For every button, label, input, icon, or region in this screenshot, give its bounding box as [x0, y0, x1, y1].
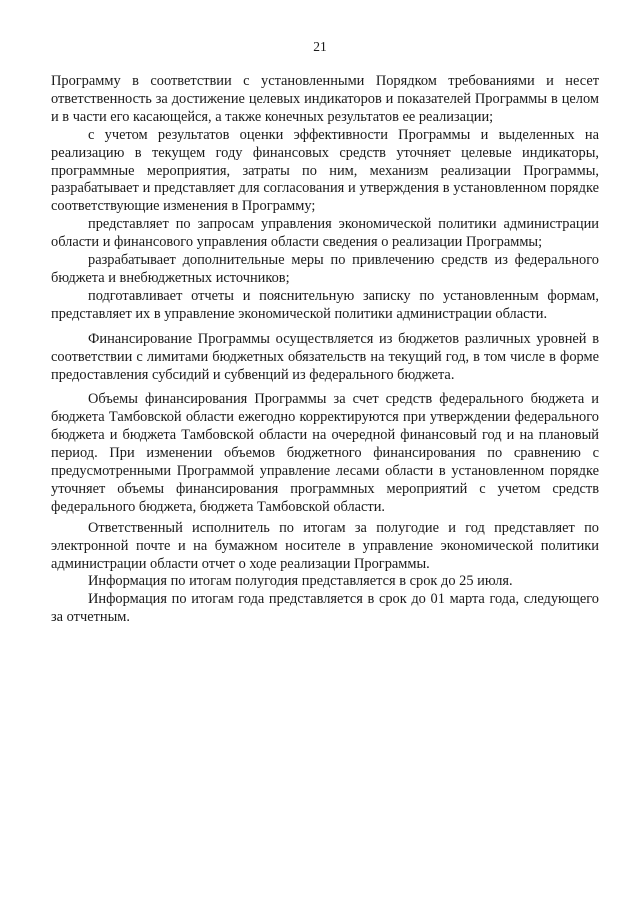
document-body: [51, 73, 599, 627]
paragraph-3: представляет по запросам управления экономической политики администрации области и финансового управления области сведения о реализации Программы;: [51, 216, 599, 251]
paragraph-6: Финансирование Программы осуществляется из бюджетов различных уровней в соответствии с лимитами бюджетных обязательств на текущий год, в том числе в форме предоставления субсидий и субвенций из федерального бюджета.: [51, 330, 599, 383]
paragraph-7: Объемы финансирования Программы за счет средств федерального бюджета и бюджета Тамбовской области ежегодно корректируются при утверждении федерального бюджета и бюджета Тамбовской области на очередной финансовый год и на плановый период. При изменении объемов бюджетного финансирования по сравнению с предусмотренными Программой управление лесами области в установленном порядке уточняет объемы финансирования программных мероприятий с учетом средств федерального бюджета, бюджета Тамбовской области.: [51, 391, 599, 515]
paragraph-4: разрабатывает дополнительные меры по привлечению средств из федерального бюджета и внебюджетных источников;: [51, 252, 599, 286]
paragraph-10: Информация по итогам года представляется в срок до 01 марта года, следующего за отчетным.: [51, 591, 599, 626]
paragraph-8: Ответственный исполнитель по итогам за полугодие и год представляет по электронной почте и на бумажном носителе в управление экономической политики администрации области отчет о ходе реализации Программы.: [51, 519, 599, 572]
page-number: 21: [313, 39, 327, 54]
paragraph-2: с учетом результатов оценки эффективности Программы и выделенных на реализацию в текущем году финансовых средств уточняет целевые индикаторы, программные мероприятия, затраты по ним, механизм реализации Программы, разрабатывает и представляет для согласования и утверждения в установленном порядке соответствующие изменения в Программу;: [51, 126, 599, 215]
paragraph-9: Информация по итогам полугодия представляется в срок до 25 июля.: [88, 573, 513, 590]
paragraph-1: Программу в соответствии с установленными Порядком требованиями и несет ответственность за достижение целевых индикаторов и показателей Программы в целом и в части его касающейся, а также конечных результатов ее реализации;: [51, 73, 599, 125]
paragraph-5: подготавливает отчеты и пояснительную записку по установленным формам, представляет их в управление экономической политики администрации области.: [51, 287, 599, 322]
